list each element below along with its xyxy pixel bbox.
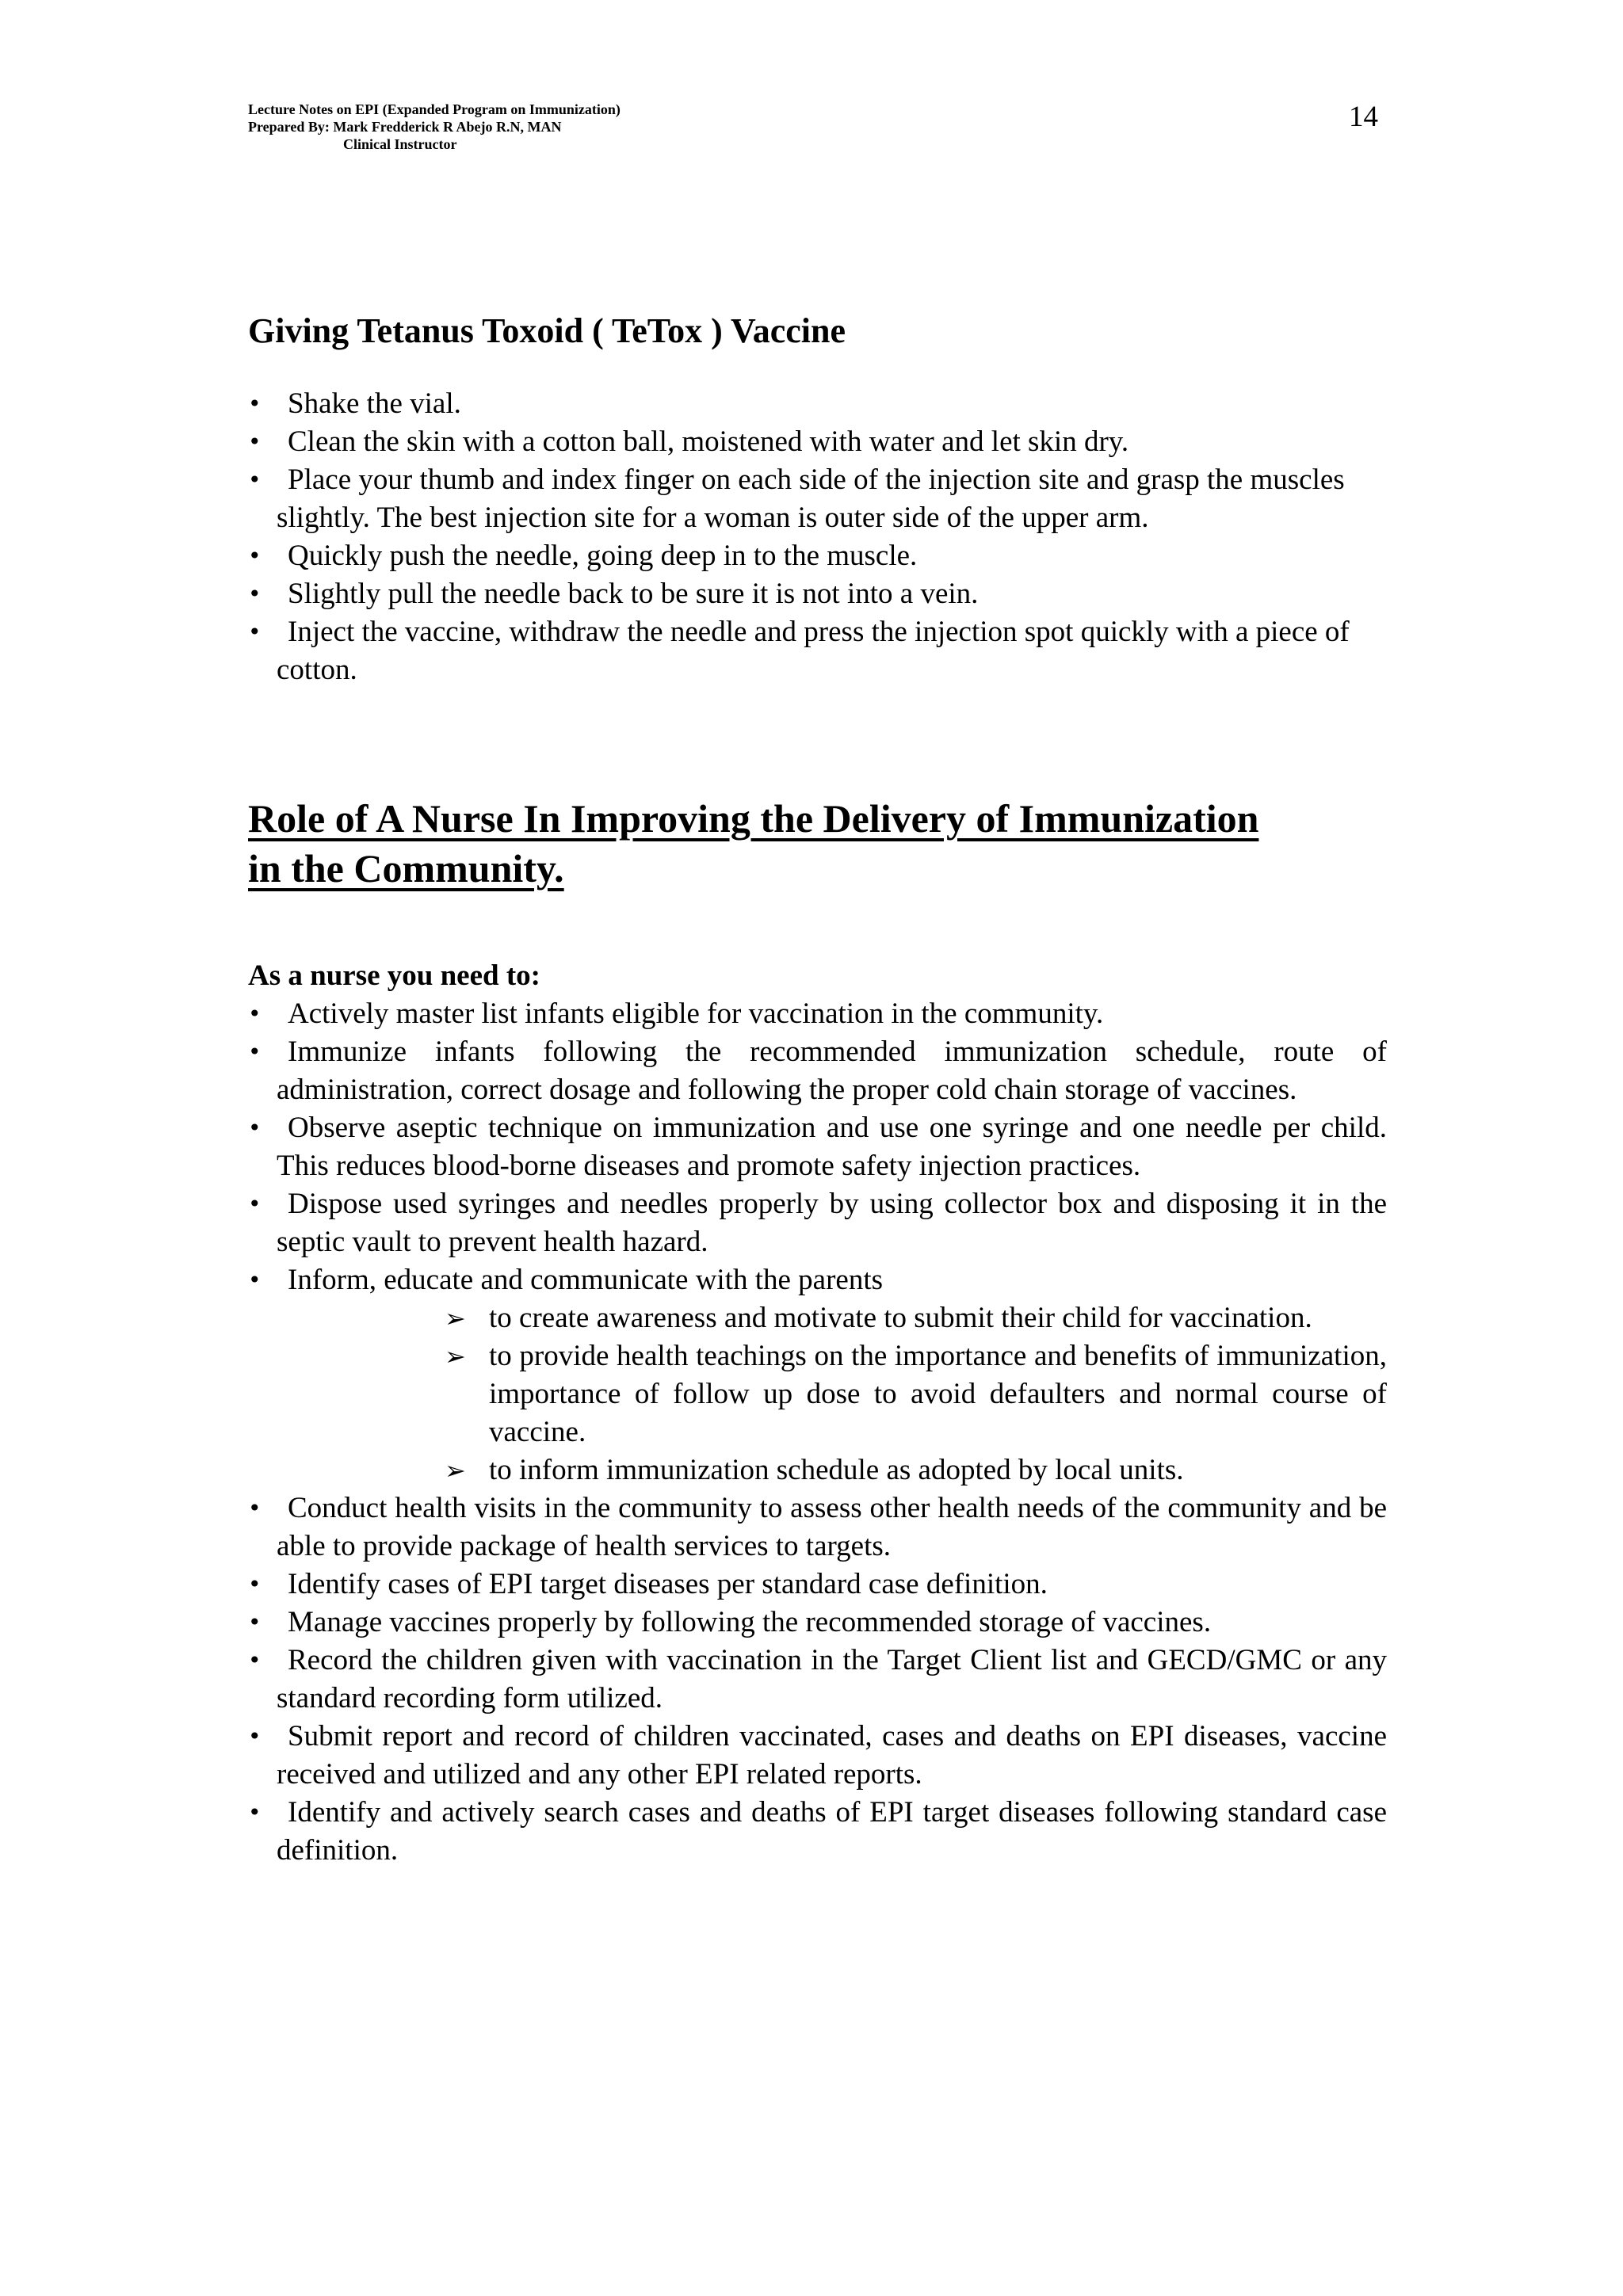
page-number: 14 xyxy=(1349,101,1378,133)
list-item: • Actively master list infants eligible for vaccination in the community. xyxy=(248,995,1387,1033)
list-item: • Manage vaccines properly by following the recommended storage of vaccines. xyxy=(248,1604,1387,1642)
list-item: • Conduct health visits in the community to assess other health needs of the community and be able to provide package of health services to targets. xyxy=(248,1489,1387,1566)
list-item: • Record the children given with vaccination in the Target Client list and GECD/GMC or any standard recording form utilized. xyxy=(248,1642,1387,1718)
list-item: • Place your thumb and index finger on each side of the injection site and grasp the muscles slightly. The best injection site for a woman is outer side of the upper arm. xyxy=(248,461,1387,537)
list-item: • Observe aseptic technique on immunization and use one syringe and one needle per child. This reduces blood-borne diseases and promote safety injection practices. xyxy=(248,1109,1387,1185)
heading-line: in the Community. xyxy=(248,846,564,891)
sub-list-item: ➢ to inform immunization schedule as adopted by local units. xyxy=(445,1451,1387,1489)
list-item: • Submit report and record of children vaccinated, cases and deaths on EPI diseases, vaccine received and utilized and any other EPI related reports. xyxy=(248,1718,1387,1794)
section-heading-tetanus-toxoid: Giving Tetanus Toxoid ( TeTox ) Vaccine xyxy=(248,311,846,350)
running-header xyxy=(248,101,621,153)
list-item: • Immunize infants following the recommended immunization schedule, route of administration, correct dosage and following the proper cold chain storage of vaccines. xyxy=(248,1033,1387,1109)
header-author-role: Clinical Instructor xyxy=(343,136,457,152)
sub-list-item: ➢ to provide health teachings on the importance and benefits of immunization, importance of follow up dose to avoid defaulters and normal course of vaccine. xyxy=(445,1337,1387,1451)
heading-line: Role of A Nurse In Improving the Delivery of Immunization xyxy=(248,796,1259,841)
list-item: • Identify cases of EPI target diseases per standard case definition. xyxy=(248,1566,1387,1604)
list-item: • Quickly push the needle, going deep in to the muscle. xyxy=(248,537,1387,575)
list-item: • Clean the skin with a cotton ball, moistened with water and let skin dry. xyxy=(248,423,1387,461)
sub-list xyxy=(277,1299,1387,1489)
header-author: Prepared By: Mark Fredderick R Abejo R.N, MAN xyxy=(248,119,562,135)
section-heading-nurse-role xyxy=(248,794,1387,894)
list-item-with-subitems xyxy=(248,1261,1387,1489)
list-item: • Slightly pull the needle back to be sure it is not into a vein. xyxy=(248,575,1387,613)
header-course-title: Lecture Notes on EPI (Expanded Program on Immunization) xyxy=(248,101,621,117)
list-item: • Identify and actively search cases and deaths of EPI target diseases following standard case definition. xyxy=(248,1794,1387,1870)
nurse-duties-list xyxy=(248,995,1387,1870)
list-item: • Inject the vaccine, withdraw the needle and press the injection spot quickly with a piece of cotton. xyxy=(248,613,1387,689)
lead-in-text: As a nurse you need to: xyxy=(248,959,540,992)
list-item: • Shake the vial. xyxy=(248,385,1387,423)
page-body xyxy=(248,309,1387,1870)
tetox-steps-list xyxy=(248,385,1387,689)
list-item: • Dispose used syringes and needles properly by using collector box and disposing it in the septic vault to prevent health hazard. xyxy=(248,1185,1387,1261)
sub-list-item: ➢ to create awareness and motivate to submit their child for vaccination. xyxy=(445,1299,1387,1337)
list-item-text: Inform, educate and communicate with the parents xyxy=(288,1264,884,1296)
